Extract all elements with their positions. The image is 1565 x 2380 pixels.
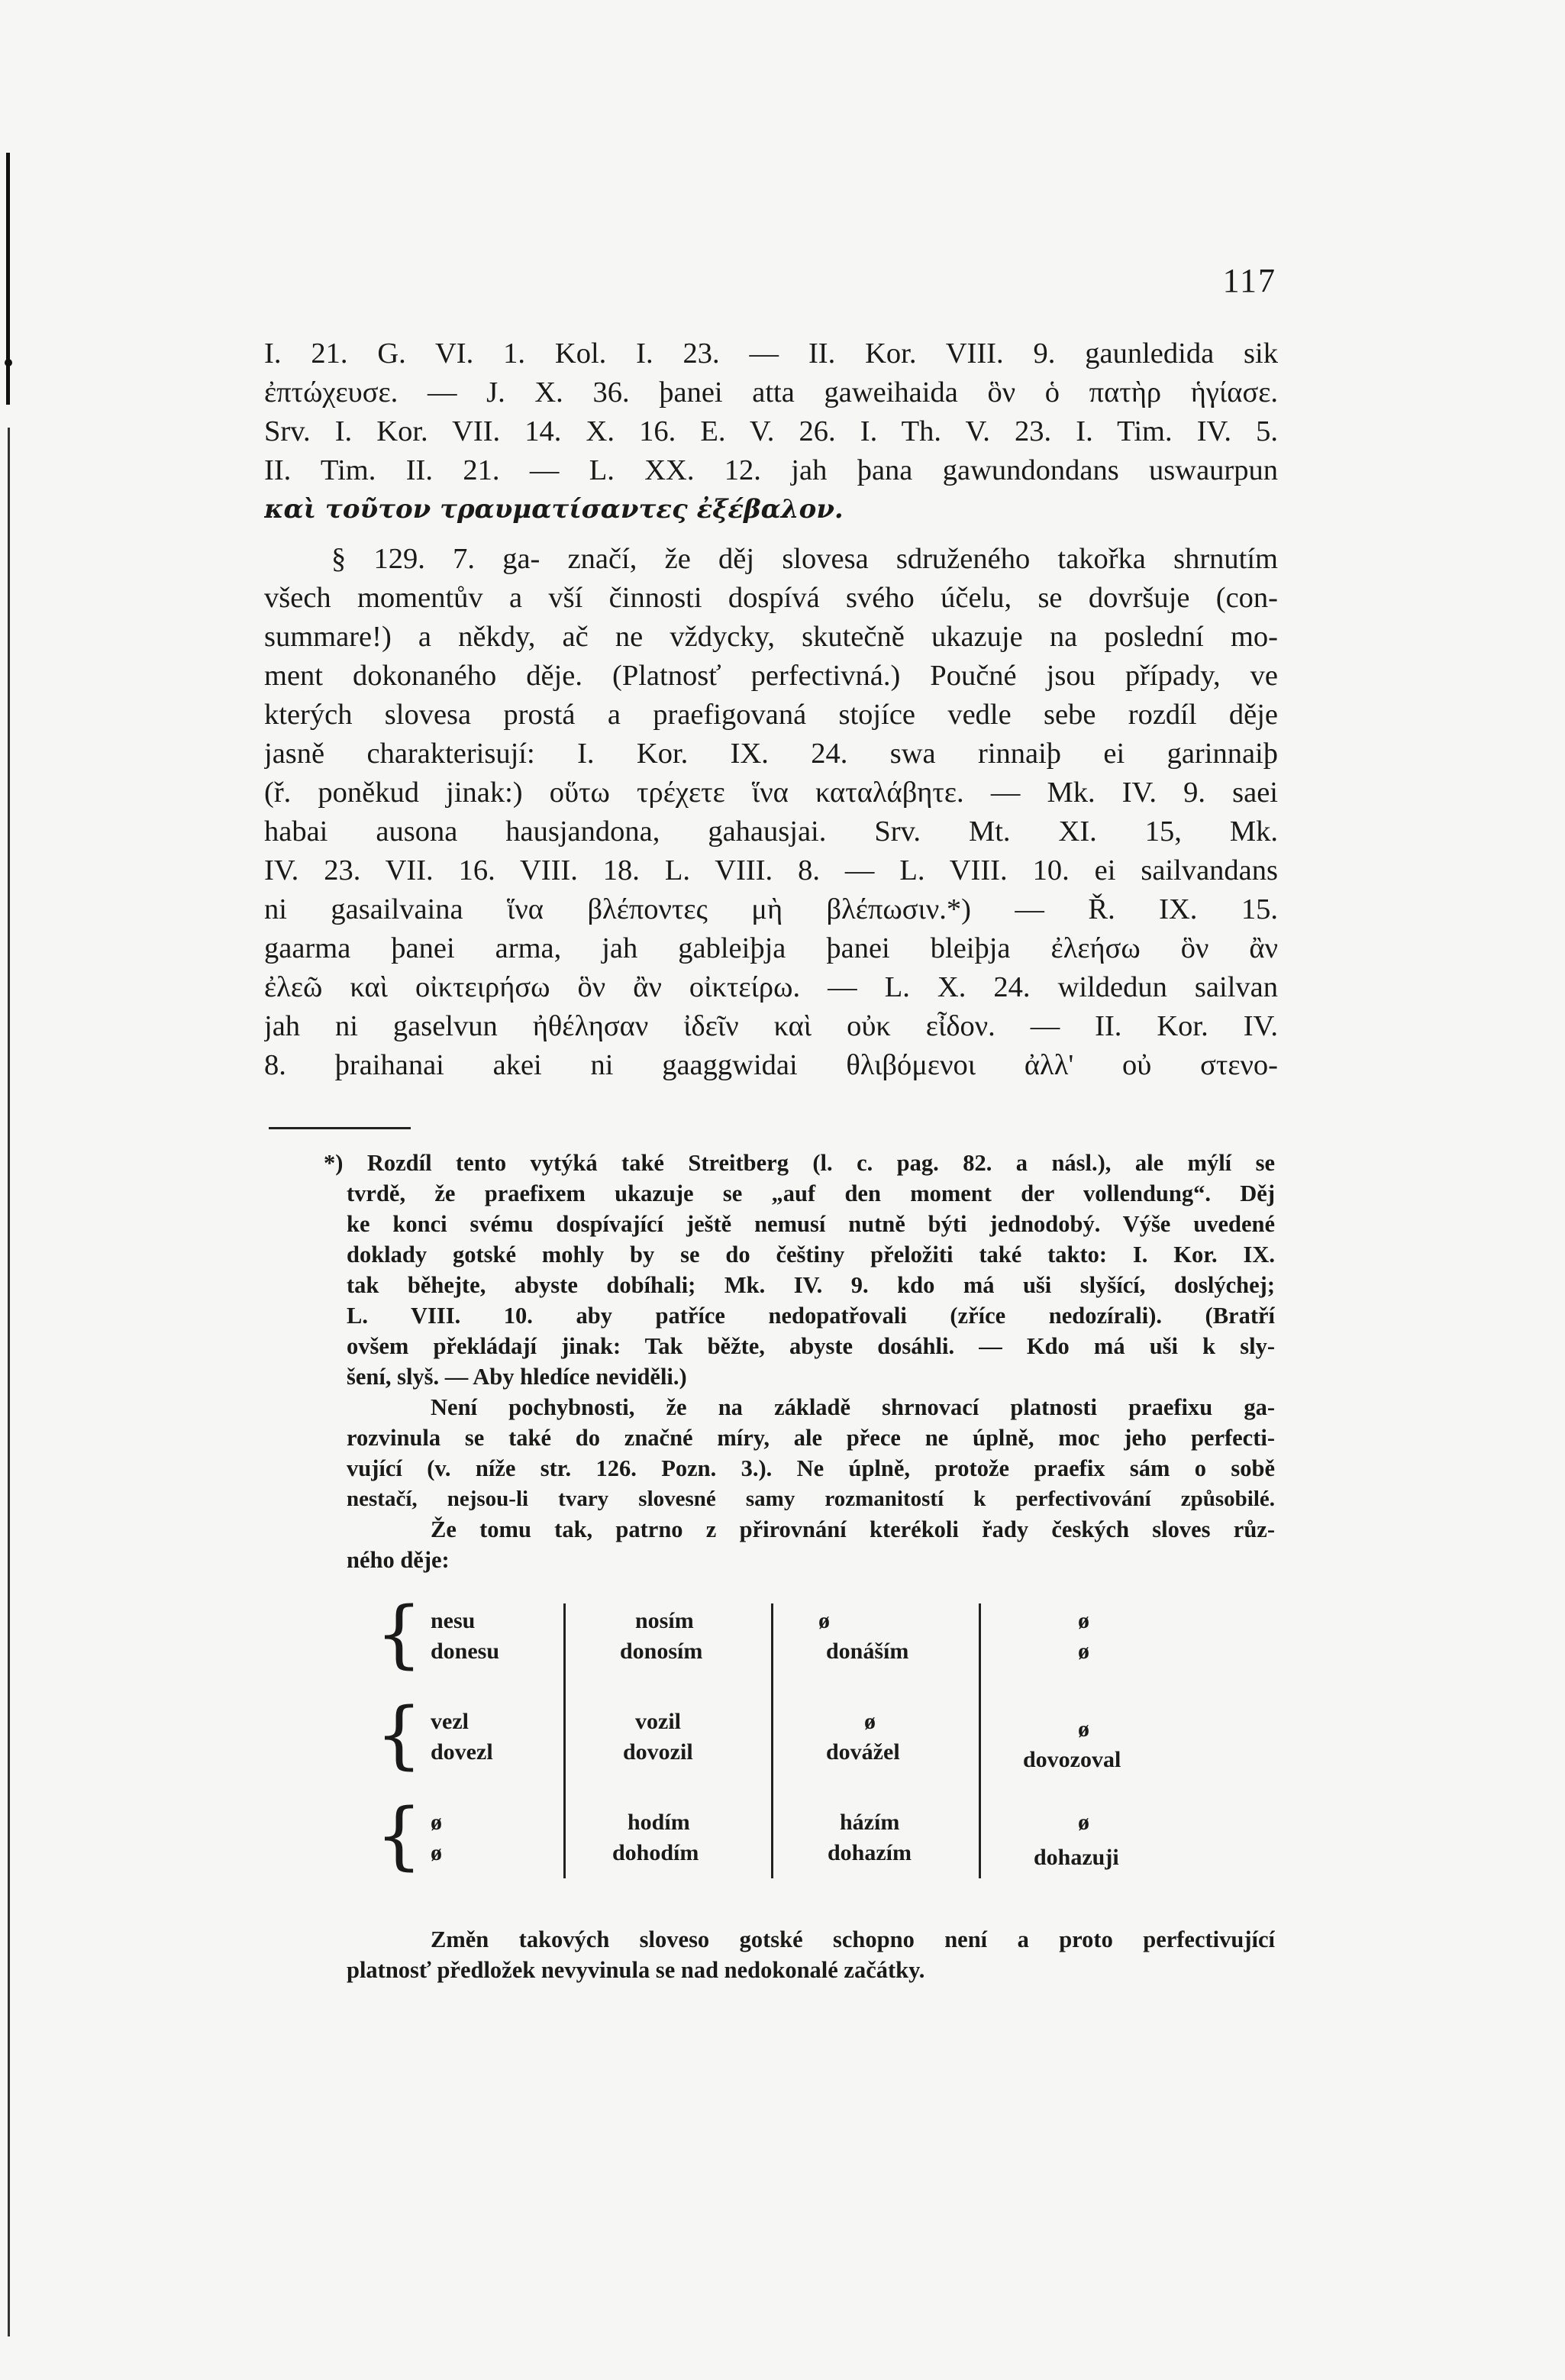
main-text	[264, 334, 1278, 1085]
text-line: habai ausona hausjandona, gahausjai. Srv. Mt. XI. 15, Mk.	[264, 815, 1278, 848]
text-line: summare!) a někdy, ač ne vždycky, skutečně ukazuje na poslední mo-	[264, 621, 1278, 653]
table-cell: hodím	[628, 1810, 690, 1835]
footnote-line: nestačí, nejsou-li tvary slovesné samy rozmanitostí k perfectivování způsobilé.	[347, 1487, 1275, 1511]
table-cell: ø	[864, 1709, 876, 1734]
table-cell: házím	[840, 1810, 900, 1835]
margin-scan-mark	[8, 428, 10, 2336]
table-cell: dovážel	[826, 1739, 900, 1765]
text-line: jah ni gaselvun ἠθέλησαν ἰδεῖν καὶ οὐκ εἶδον. — II. Kor. IV.	[264, 1010, 1278, 1042]
text-line: IV. 23. VII. 16. VIII. 18. L. VIII. 8. — L. VIII. 10. ei sailvandans	[264, 854, 1278, 886]
section-heading-line: § 129. 7. ga- značí, že děj slovesa sdruženého takořka shrnutím	[331, 543, 1278, 575]
margin-scan-dot	[5, 359, 12, 367]
text-line: všech momentův a vší činnosti dospívá svého účelu, se dovršuje (con-	[264, 582, 1278, 614]
text-line: ment dokonaného děje. (Platnosť perfectivná.) Poučné jsou případy, ve	[264, 660, 1278, 692]
brace-mark: {	[376, 1793, 423, 1878]
footnote-line: tvrdě, že praefixem ukazuje se „auf den moment der vollendung“. Děj	[347, 1180, 1275, 1206]
footnote-line: L. VIII. 10. aby patříce nedopatřovali (zříce nedozírali). (Bratří	[347, 1303, 1275, 1329]
footnote-line: doklady gotské mohly by se do češtiny přeložiti také takto: I. Kor. IX.	[347, 1242, 1275, 1268]
table-cell: ø	[431, 1810, 442, 1835]
table-cell: donosím	[620, 1639, 703, 1664]
brace-mark: {	[376, 1591, 423, 1677]
footnote-line: ke konci svému dospívající ještě nemusí nutně býti jednodobý. Výše uvedené	[347, 1211, 1275, 1237]
verb-group	[376, 1692, 1276, 1805]
text-line: gaarma þanei arma, jah gableiþja þanei bleiþja ἐλεήσω ὃν ἂν	[264, 932, 1278, 964]
footnote-line: rozvinula se také do značné míry, ale přece ne úplně, moc jeho perfecti-	[347, 1425, 1275, 1451]
text-line: (ř. poněkud jinak:) οὕτω τρέχετε ἵνα καταλάβητε. — Mk. IV. 9. saei	[264, 777, 1278, 809]
table-cell: nesu	[431, 1608, 476, 1633]
text-line: jasně charakterisují: I. Kor. IX. 24. swa rinnaiþ ei garinnaiþ	[264, 738, 1278, 770]
footnote-line: tak běhejte, abyste dobíhali; Mk. IV. 9. kdo má uši slyšící, doslýchej;	[347, 1272, 1275, 1298]
footnote-line: ného děje:	[347, 1547, 450, 1573]
table-cell: nosím	[635, 1608, 694, 1633]
table-cell: donesu	[431, 1639, 500, 1664]
margin-scan-mark	[6, 153, 10, 405]
table-cell: dohodím	[612, 1840, 699, 1865]
table-cell: ø	[1078, 1716, 1089, 1742]
table-cell: dovezl	[431, 1739, 493, 1765]
verb-group	[376, 1793, 1276, 1906]
table-cell: vezl	[431, 1709, 469, 1734]
footnote-line: Není pochybnosti, že na základě shrnovací platnosti praefixu ga-	[431, 1394, 1275, 1420]
table-cell: vozil	[635, 1709, 681, 1734]
table-cell: donáším	[826, 1639, 909, 1664]
text-line: ni gasailvaina ἵνα βλέποντες μὴ βλέπωσιν.*) — Ř. IX. 15.	[264, 893, 1278, 925]
table-cell: dovozoval	[1023, 1747, 1121, 1772]
footnote-line: Že tomu tak, patrno z přirovnání kterékoli řady českých sloves růz-	[431, 1516, 1275, 1542]
footnote-line: ovšem překládají jinak: Tak běžte, abyste dosáhli. — Kdo má uši k sly-	[347, 1333, 1275, 1359]
page-number: 117	[1222, 262, 1276, 299]
table-cell: dohazím	[828, 1840, 912, 1865]
table-cell: ø	[431, 1840, 442, 1865]
text-line: καὶ τοῦτον τραυματίσαντες ἐξέβαλον.	[264, 494, 844, 525]
text-line: ἐλεῶ καὶ οἰκτειρήσω ὃν ἂν οἰκτείρω. — L. X. 24. wildedun sailvan	[264, 971, 1278, 1003]
closing-line: platnosť předložek nevyvinula se nad nedokonalé začátky.	[347, 1957, 925, 1983]
table-cell: ø	[1078, 1608, 1089, 1633]
brace-mark: {	[376, 1692, 423, 1778]
closing-paragraph	[347, 1924, 1275, 1985]
text-line: Srv. I. Kor. VII. 14. X. 16. E. V. 26. I. Th. V. 23. I. Tim. IV. 5.	[264, 415, 1278, 447]
footnote-line: *) Rozdíl tento vytýká také Streitberg (l. c. pag. 82. a násl.), ale mýlí se	[324, 1150, 1275, 1176]
text-line: I. 21. G. VI. 1. Kol. I. 23. — II. Kor. VIII. 9. gaunledida sik	[264, 337, 1278, 370]
verb-comparison-table	[376, 1591, 1276, 1906]
table-cell: ø	[1078, 1639, 1089, 1664]
text-line: 8. þraihanai akei ni gaaggwidai θλιβόμενοι ἀλλ' οὐ στενο-	[264, 1049, 1278, 1081]
closing-line: Změn takových sloveso gotské schopno není a proto perfectivující	[431, 1926, 1275, 1952]
text-line: II. Tim. II. 21. — L. XX. 12. jah þana gawundondans uswaurpun	[264, 454, 1278, 486]
footnote-line: vující (v. níže str. 126. Pozn. 3.). Ne úplně, protože praefix sám o sobě	[347, 1455, 1275, 1481]
table-cell: dovozil	[623, 1739, 693, 1765]
footnote-line: šení, slyš. — Aby hledíce neviděli.)	[347, 1364, 687, 1390]
table-cell: ø	[1078, 1810, 1089, 1835]
footnote-rule	[269, 1127, 411, 1129]
footnote	[324, 1148, 1275, 1575]
verb-group	[376, 1591, 1276, 1704]
table-cell: dohazuji	[1034, 1845, 1119, 1870]
text-line: kterých slovesa prostá a praefigovaná stojíce vedle sebe rozdíl děje	[264, 699, 1278, 731]
text-line: ἐπτώχευσε. — J. X. 36. þanei atta gaweihaida ὃν ὁ πατὴρ ἡγίασε.	[264, 376, 1278, 409]
table-cell: ø	[818, 1608, 830, 1633]
